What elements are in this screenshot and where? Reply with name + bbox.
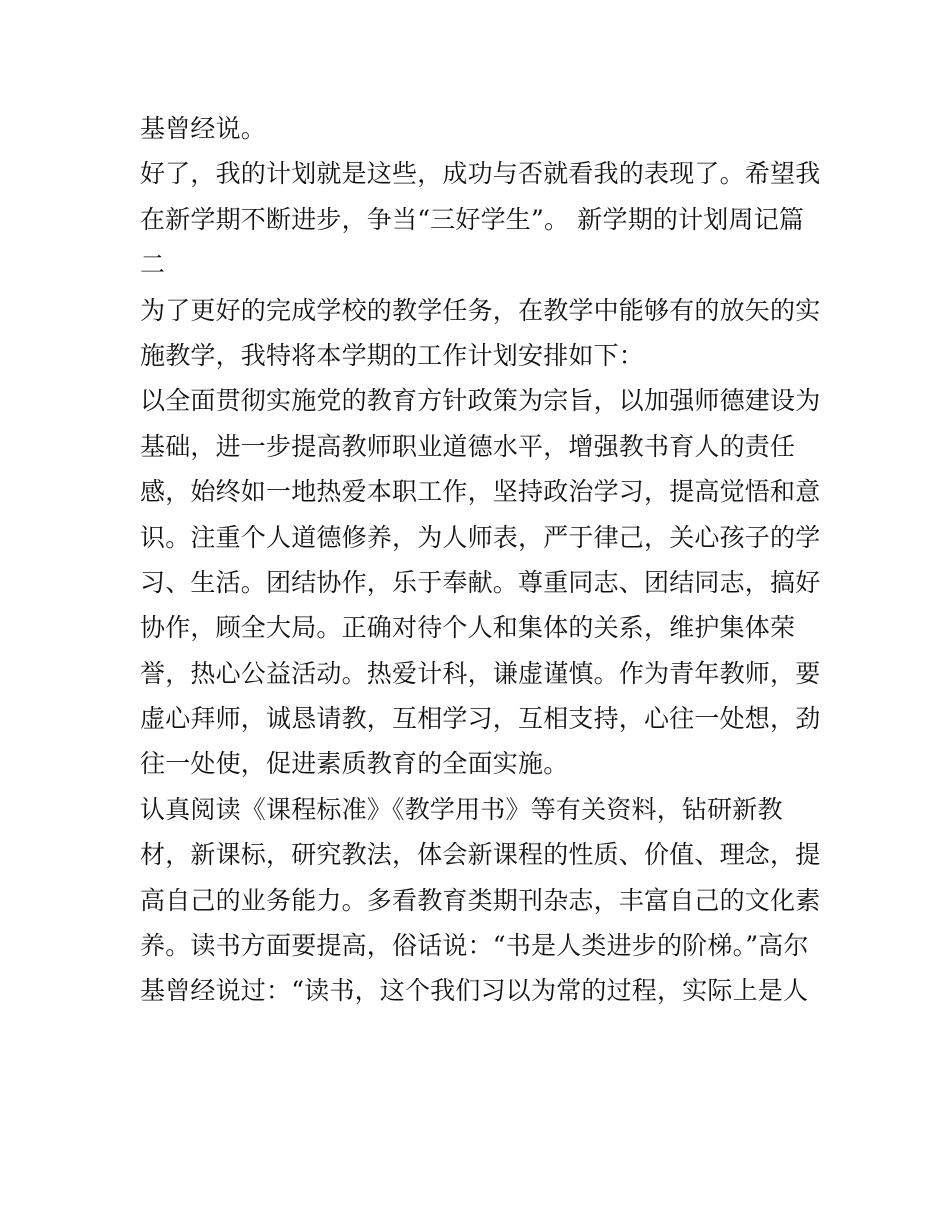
text-line: 感，始终如一地热爱本职工作，坚持政治学习，提高觉悟和意: [140, 477, 821, 507]
document-body: [140, 106, 830, 1014]
text-line: 基曾经说。: [140, 114, 267, 143]
text-line: 高自己的业务能力。多看教育类期刊杂志，丰富自己的文化素: [140, 885, 821, 915]
text-line: 誉，热心公益活动。热爱计科，谦虚谨慎。作为青年教师，要: [140, 658, 821, 688]
text-line: 认真阅读《课程标准》《教学用书》等有关资料，钻研新教: [140, 794, 783, 824]
text-line: 为了更好的完成学校的教学任务，在教学中能够有的放矢的实: [140, 295, 821, 325]
text-line: 虚心拜师，诚恳请教，互相学习，互相支持，心往一处想，劲: [140, 704, 821, 734]
text-line: 养。读书方面要提高，俗话说：“书是人类进步的阶梯。”高尔: [140, 931, 809, 961]
text-line: 好了，我的计划就是这些，成功与否就看我的表现了。希望我: [140, 159, 821, 189]
text-line: 材，新课标，研究教法，体会新课程的性质、价值、理念，提: [140, 840, 821, 870]
text-line: 协作，顾全大局。正确对待个人和集体的关系，维护集体荣: [140, 613, 796, 643]
text-line: 往一处使，促进素质教育的全面实施。: [140, 749, 569, 779]
text-line: 在新学期不断进步，争当“三好学生”。 新学期的计划周记篇: [140, 204, 805, 234]
text-line: 施教学，我特将本学期的工作计划安排如下：: [140, 340, 645, 370]
text-line: 识。注重个人道德修养，为人师表，严于律己，关心孩子的学: [140, 522, 821, 552]
text-line: 二: [140, 250, 166, 280]
text-line: 基曾经说过：“读书，这个我们习以为常的过程，实际上是人: [140, 976, 809, 1006]
text-line: 以全面贯彻实施党的教育方针政策为宗旨，以加强师德建设为: [140, 386, 821, 416]
text-line: 基础，进一步提高教师职业道德水平，增强教书育人的责任: [140, 431, 796, 461]
text-line: 习、生活。团结协作，乐于奉献。尊重同志、团结同志，搞好: [140, 567, 821, 597]
